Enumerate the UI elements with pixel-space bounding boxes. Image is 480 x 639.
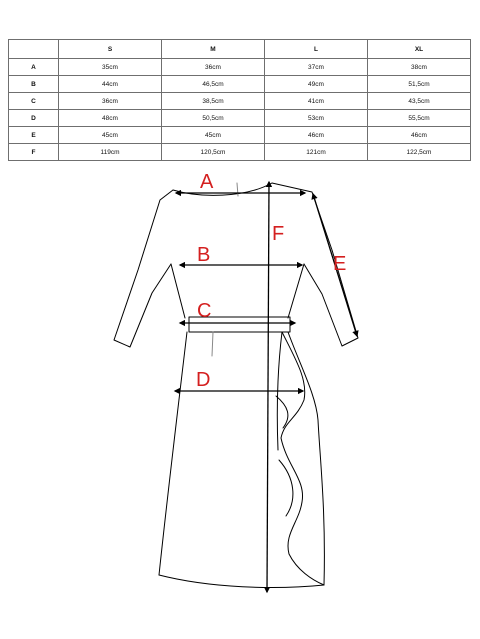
table-cell: 51,5cm	[368, 76, 471, 93]
table-cell: 46,5cm	[162, 76, 265, 93]
table-cell: 49cm	[265, 76, 368, 93]
table-cell: 50,5cm	[162, 110, 265, 127]
dress-outline	[114, 183, 358, 588]
table-header-size: XL	[368, 40, 471, 59]
skirt-dart	[212, 332, 213, 356]
table-cell: 38,5cm	[162, 93, 265, 110]
table-cell: 120,5cm	[162, 144, 265, 161]
table-cell: 53cm	[265, 110, 368, 127]
measure-label: A	[9, 59, 59, 76]
measure-label-a: A	[200, 171, 214, 193]
table-row	[9, 110, 471, 127]
size-chart-table	[8, 39, 471, 161]
table-cell: 38cm	[368, 59, 471, 76]
table-cell: 119cm	[59, 144, 162, 161]
dress-measurement-diagram	[0, 160, 480, 639]
measure-label: C	[9, 93, 59, 110]
measure-label-e: E	[333, 253, 347, 275]
table-row	[9, 93, 471, 110]
measure-label: E	[9, 127, 59, 144]
skirt-right-side	[288, 332, 324, 585]
table-row	[9, 59, 471, 76]
table-row	[9, 127, 471, 144]
measure-label: D	[9, 110, 59, 127]
table-header-size: S	[59, 40, 162, 59]
bodice-right-side	[288, 264, 304, 318]
measure-label: F	[9, 144, 59, 161]
measure-label: B	[9, 76, 59, 93]
table-cell: 122,5cm	[368, 144, 471, 161]
table-row	[9, 144, 471, 161]
table-row	[9, 76, 471, 93]
measure-label-c: C	[197, 300, 212, 322]
table-cell: 35cm	[59, 59, 162, 76]
table-cell: 55,5cm	[368, 110, 471, 127]
table-cell: 36cm	[162, 59, 265, 76]
left-sleeve	[114, 190, 173, 347]
table-cell: 46cm	[265, 127, 368, 144]
table-cell: 45cm	[59, 127, 162, 144]
table-header-size: L	[265, 40, 368, 59]
skirt-left-side	[159, 332, 187, 575]
table-cell: 43,5cm	[368, 93, 471, 110]
table-header-row	[9, 40, 471, 59]
measure-label-b: B	[197, 244, 211, 266]
table-cell: 121cm	[265, 144, 368, 161]
table-cell: 37cm	[265, 59, 368, 76]
table-cell: 48cm	[59, 110, 162, 127]
skirt-hem	[159, 575, 324, 588]
bodice-left-side	[171, 264, 185, 318]
table-cell: 41cm	[265, 93, 368, 110]
table-cell: 45cm	[162, 127, 265, 144]
ruffle-fold-2	[279, 460, 293, 516]
measure-line-f	[267, 182, 269, 592]
table-header-size: M	[162, 40, 265, 59]
table-cell: 44cm	[59, 76, 162, 93]
measure-label-d: D	[196, 369, 211, 391]
dress-sketch	[0, 160, 480, 639]
ruffle-outer	[281, 332, 324, 585]
table-cell: 36cm	[59, 93, 162, 110]
measure-label-f: F	[272, 223, 285, 245]
table-header-blank	[9, 40, 59, 59]
table-cell: 46cm	[368, 127, 471, 144]
